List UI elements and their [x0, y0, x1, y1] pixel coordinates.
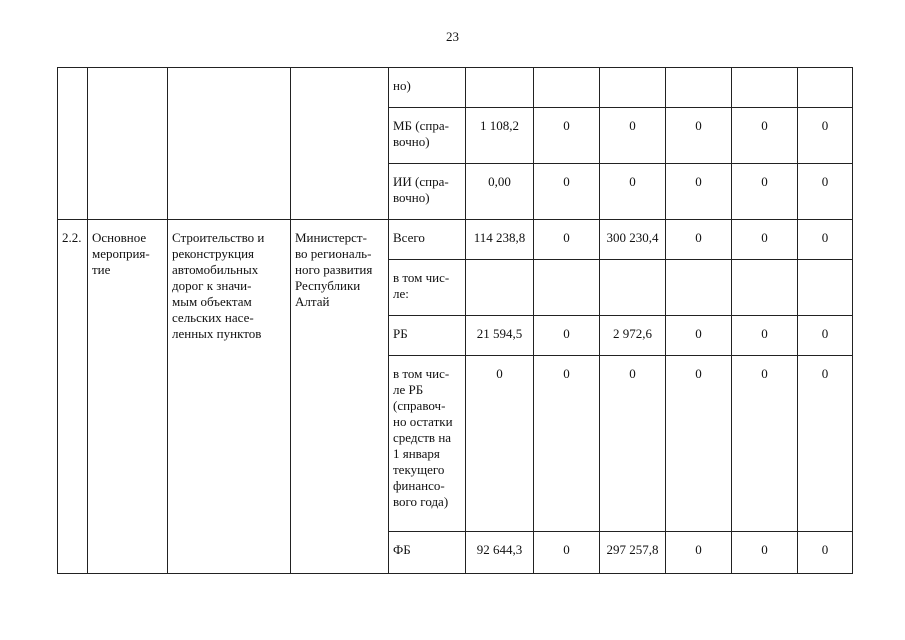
value-cell: [798, 68, 853, 108]
value-cell: 0: [798, 108, 853, 164]
number-cell: [58, 68, 88, 220]
source-label: ИИ (спра- вочно): [393, 174, 449, 205]
value-cell: 92 644,3: [466, 532, 534, 574]
source-label: МБ (спра- вочно): [393, 118, 449, 149]
value-cell: 0: [534, 164, 600, 220]
funding-table: [57, 67, 853, 574]
source-label: ФБ: [393, 542, 411, 557]
source-cell: [389, 68, 466, 108]
source-cell: [389, 260, 466, 316]
source-cell: [389, 532, 466, 574]
source-label: в том чис- ле РБ (справоч- но остатки средств на 1 января текущего финансо- вого года): [393, 366, 453, 509]
value-cell: 114 238,8: [466, 220, 534, 260]
value-cell: 0: [732, 532, 798, 574]
activity-type: [88, 220, 168, 574]
value-cell: 0: [534, 356, 600, 532]
value-cell: 0: [534, 532, 600, 574]
source-cell: [389, 356, 466, 532]
value-cell: 297 257,8: [600, 532, 666, 574]
source-cell: [389, 108, 466, 164]
value-cell: 0: [600, 356, 666, 532]
executor-cell: [291, 68, 389, 220]
value-cell: [732, 260, 798, 316]
source-cell: [389, 164, 466, 220]
source-cell: [389, 316, 466, 356]
value-cell: 2 972,6: [600, 316, 666, 356]
value-cell: [534, 68, 600, 108]
type-cell: [88, 68, 168, 220]
value-cell: 0: [798, 164, 853, 220]
source-label: Всего: [393, 230, 425, 245]
table-row: [58, 68, 853, 108]
value-cell: [600, 260, 666, 316]
activity-executor: [291, 220, 389, 574]
activity-number: 2.2.: [58, 220, 88, 574]
value-cell: 0: [534, 316, 600, 356]
activity-name-text: Строительство и реконструкция автомобильных дорог к значи- мым объектам сельских насе- ленных пунктов: [172, 230, 265, 341]
table-row: [58, 220, 853, 260]
source-label: в том чис- ле:: [393, 270, 450, 301]
value-cell: 0: [666, 108, 732, 164]
value-cell: 0: [732, 164, 798, 220]
value-cell: 0: [732, 316, 798, 356]
name-cell: [168, 68, 291, 220]
value-cell: 1 108,2: [466, 108, 534, 164]
source-label: РБ: [393, 326, 408, 341]
source-label: но): [393, 78, 411, 93]
value-cell: 0: [600, 164, 666, 220]
value-cell: [666, 260, 732, 316]
value-cell: 0: [666, 220, 732, 260]
activity-executor-text: Министерст- во региональ- ного развития Республики Алтай: [295, 230, 373, 309]
value-cell: 0: [732, 108, 798, 164]
value-cell: [466, 260, 534, 316]
value-cell: 0: [600, 108, 666, 164]
value-cell: 0: [666, 356, 732, 532]
value-cell: [600, 68, 666, 108]
value-cell: 0: [666, 164, 732, 220]
value-cell: [798, 260, 853, 316]
activity-name: [168, 220, 291, 574]
value-cell: [534, 260, 600, 316]
value-cell: 0: [798, 316, 853, 356]
value-cell: 300 230,4: [600, 220, 666, 260]
value-cell: 0: [798, 356, 853, 532]
value-cell: 0: [732, 356, 798, 532]
source-cell: [389, 220, 466, 260]
value-cell: 0: [534, 220, 600, 260]
activity-type-text: Основное мероприя- тие: [92, 230, 150, 277]
value-cell: [466, 68, 534, 108]
value-cell: [732, 68, 798, 108]
value-cell: 0: [666, 532, 732, 574]
value-cell: 0: [534, 108, 600, 164]
value-cell: 0: [798, 220, 853, 260]
value-cell: 0: [732, 220, 798, 260]
value-cell: 0: [466, 356, 534, 532]
page-number: 23: [446, 29, 459, 44]
value-cell: [666, 68, 732, 108]
value-cell: 21 594,5: [466, 316, 534, 356]
value-cell: 0,00: [466, 164, 534, 220]
value-cell: 0: [666, 316, 732, 356]
value-cell: 0: [798, 532, 853, 574]
